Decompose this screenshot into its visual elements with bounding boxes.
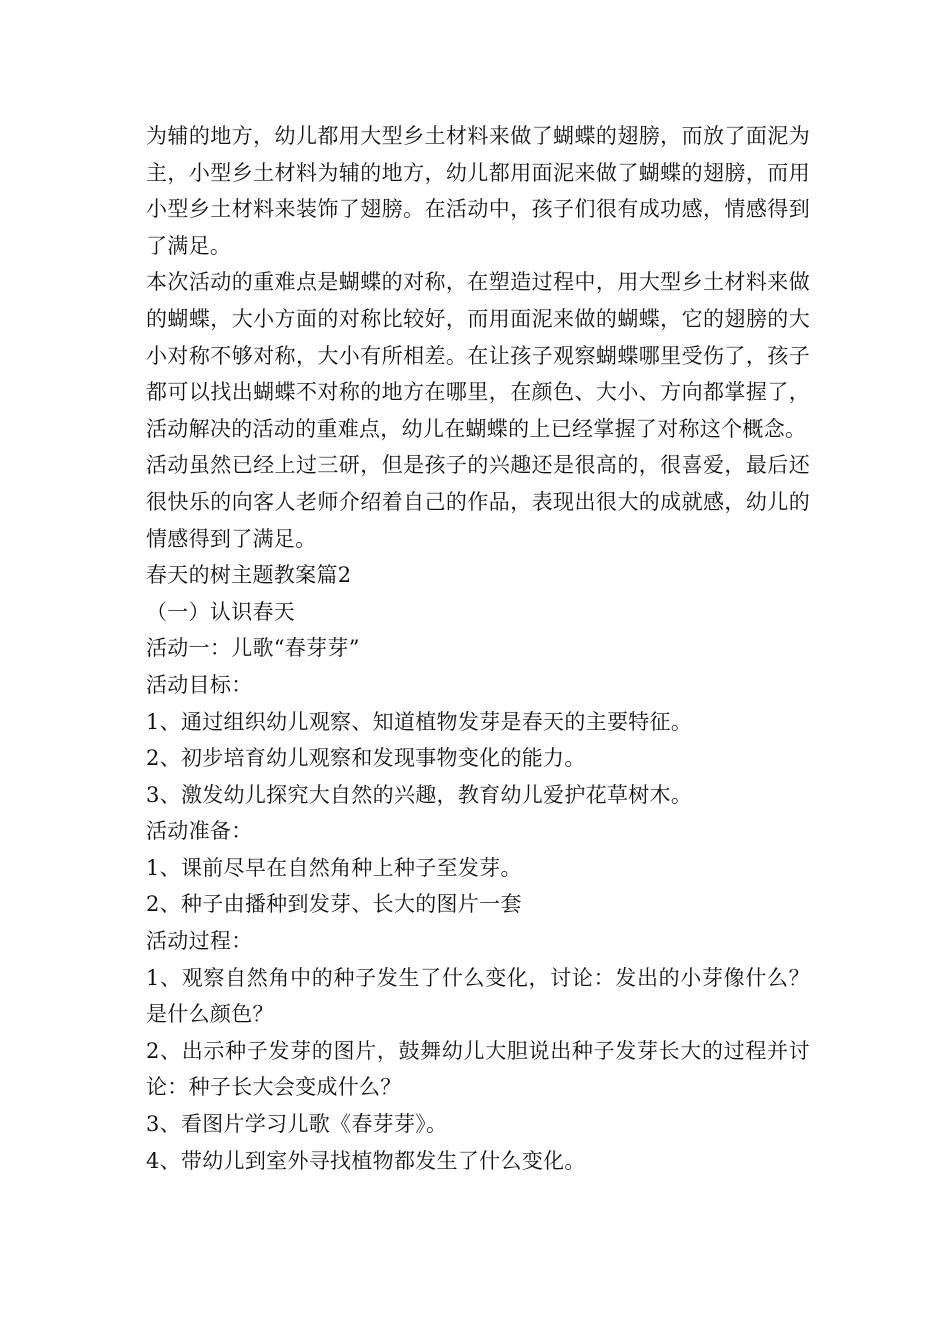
paragraph-butterfly-materials: 为辅的地方，幼儿都用大型乡土材料来做了蝴蝶的翅膀，而放了面泥为主，小型乡土材料为辅的地方，幼儿都用面泥来做了蝴蝶的翅膀，而用小型乡土材料来装饰了翅膀。在活动中，孩子们很有成功感，情感得到了满足。 [146,124,810,258]
process-item: 3、看图片学习儿歌《春芽芽》。 [146,1112,448,1137]
prep-item: 2、种子由播种到发芽、长大的图片一套 [146,892,522,917]
subsection-title: （一）认识春天 [146,599,296,624]
goal-item: 1、通过组织幼儿观察、知道植物发芽是春天的主要特征。 [146,709,693,734]
paragraph-interest: 活动虽然已经上过三研，但是孩子的兴趣还是很高的，很喜爱，最后还很快乐的向客人老师介绍着自己的作品，表现出很大的成就感，幼儿的情感得到了满足。 [146,453,810,551]
goal-item: 3、激发幼儿探究大自然的兴趣，教育幼儿爱护花草树木。 [146,782,693,807]
process-item: 2、出示种子发芽的图片，鼓舞幼儿大胆说出种子发芽长大的过程并讨论：种子长大会变成什么？ [146,1038,810,1100]
paragraph-symmetry-focus: 本次活动的重难点是蝴蝶的对称，在塑造过程中，用大型乡土材料来做的蝴蝶，大小方面的对称比较好，而用面泥来做的蝴蝶，它的翅膀的大小对称不够对称，大小有所相差。在让孩子观察蝴蝶哪里受伤了，孩子都可以找出蝴蝶不对称的地方在哪里，在颜色、大小、方向都掌握了，活动解决的活动的重难点，幼儿在蝴蝶的上已经掌握了对称这个概念。 [146,270,810,441]
goals-heading: 活动目标： [146,672,253,697]
prep-heading: 活动准备： [146,819,253,844]
activity-title: 活动一：儿歌“春芽芽” [146,636,360,661]
process-item: 4、带幼儿到室外寻找植物都发生了什么变化。 [146,1148,586,1173]
section-title: 春天的树主题教案篇2 [146,563,352,588]
process-item: 1、观察自然角中的种子发生了什么变化，讨论：发出的小芽像什么？是什么颜色？ [146,965,810,1027]
goal-item: 2、初步培育幼儿观察和发现事物变化的能力。 [146,746,586,771]
process-heading: 活动过程： [146,929,253,954]
document-body [146,118,810,1179]
prep-item: 1、课前尽早在自然角种上种子至发芽。 [146,855,522,880]
